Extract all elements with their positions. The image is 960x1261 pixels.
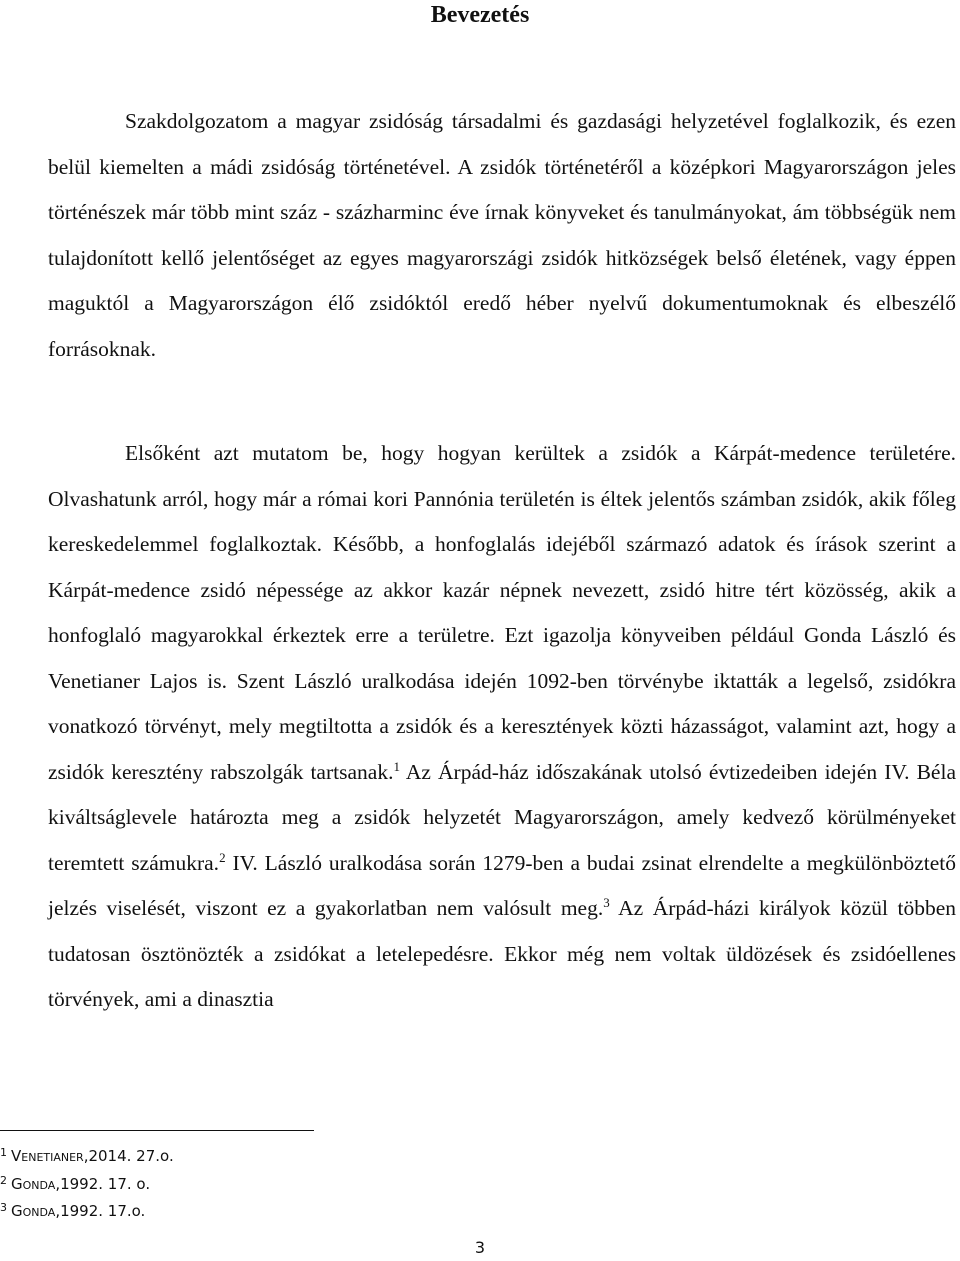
- page-number: 3: [474, 1238, 486, 1257]
- paragraph-1-text: Szakdolgozatom a magyar zsidóság társadalmi és gazdasági helyzetével foglalkozik, és ezen belül kiemelten a mádi zsidóság történetével. A zsidók történetéről a középkori Magyarországon jeles történészek már több mint száz - százharminc éve írnak könyveket és tanulmányokat, ám többségük nem tulajdonított kellő jelentőséget az egyes magyarországi zsidók hitközségek belső életének, vagy éppen maguktól a Magyarországon élő zsidóktól eredő héber nyelvű dokumentumoknak és elbeszélő forrásoknak.: [48, 109, 956, 361]
- footnote-author: Gonda: [11, 1174, 56, 1193]
- footnote-ref-3[interactable]: 3: [603, 895, 610, 910]
- paragraph-2-text: [48, 431, 956, 1023]
- section-heading: Bevezetés: [430, 2, 530, 28]
- paragraph-2-part-3: IV. László uralkodása során 1279-ben a budai zsinat elrendelte a megkülönböztető jelzés viselését, viszont ez a gyakorlatban nem valósult meg.: [48, 850, 956, 920]
- paragraph-1: [48, 99, 956, 372]
- paragraph-2-part-4: Az Árpád-házi királyok közül többen tudatosan ösztönözték a zsidókat a letelepedésre. Ekkor még nem voltak üldözések és zsidóellenes törvények, ami a dinasztia: [48, 896, 957, 1011]
- footnote-number: 1: [0, 1146, 7, 1159]
- footnote-number: 2: [0, 1173, 7, 1187]
- footnote-separator: [0, 1130, 314, 1131]
- footnote-citation: ,2014. 27.o.: [83, 1147, 174, 1165]
- footnote-3: [0, 1196, 174, 1224]
- footnote-number: 3: [0, 1201, 7, 1214]
- footnote-author: Gonda: [11, 1202, 56, 1220]
- paragraph-2: [48, 431, 956, 1023]
- footnote-2: [0, 1169, 174, 1197]
- footnote-ref-1[interactable]: 1: [393, 758, 400, 774]
- footnotes: [0, 1141, 174, 1224]
- footnote-citation: ,1992. 17.o.: [55, 1202, 146, 1220]
- footnote-ref-2[interactable]: 2: [219, 849, 226, 865]
- footnote-citation: ,1992. 17. o.: [55, 1174, 151, 1193]
- paragraph-2-part-1: Elsőként azt mutatom be, hogy hogyan kerültek a zsidók a Kárpát-medence területére. Olvashatunk arról, hogy már a római kori Pannónia területén is éltek jelentős számban zsidók, akik főleg kereskedelemmel foglalkoztak. Később, a honfoglalás idejéből származó adatok és írások szerint a Kárpát-medence zsidó népessége az akkor kazár népnek nevezett, zsidó hitre tért közösség, akik a honfoglaló magyarokkal érkeztek erre a területre. Ezt igazolja könyveiben például Gonda László és Venetianer Lajos is. Szent László uralkodása idején 1092-ben törvénybe iktatták a legelső, zsidókra vonatkozó törvényt, mely megtiltotta a zsidók és a keresztények közti házasságot, valamint azt, hogy a zsidók keresztény rabszolgák tartsanak.: [48, 441, 956, 784]
- footnote-author: Venetianer: [11, 1147, 84, 1165]
- footnote-1: [0, 1141, 174, 1169]
- paragraph-2-part-2: Az Árpád-ház időszakának utolsó évtizedeiben idején IV. Béla kiváltságlevele határozta meg a zsidók helyzetét Magyarországon, amely kedvező körülményeket teremtett számukra.: [48, 759, 956, 875]
